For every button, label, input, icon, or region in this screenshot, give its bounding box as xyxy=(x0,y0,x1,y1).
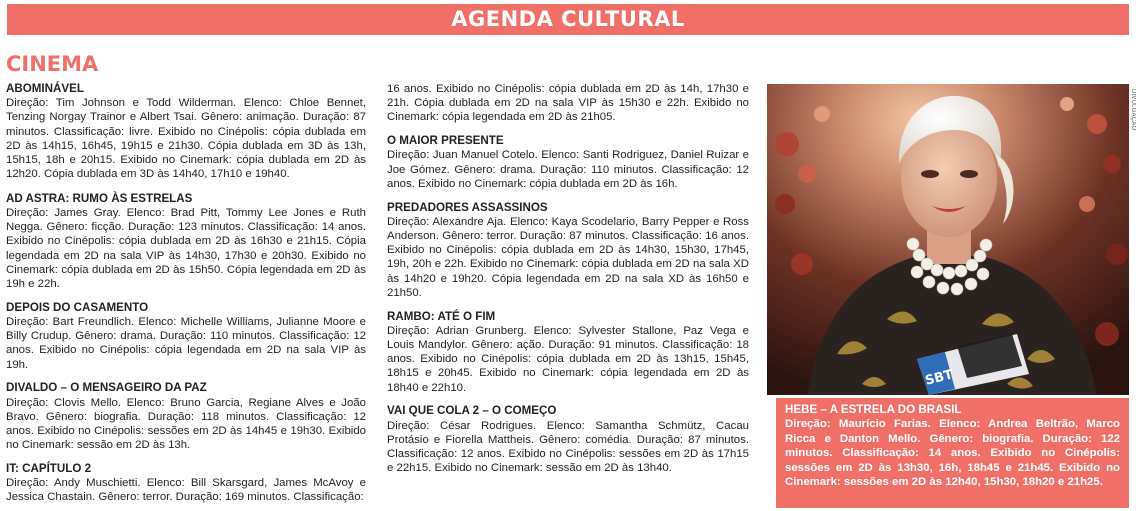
listing-column-2 xyxy=(387,82,749,485)
movie-entry xyxy=(6,82,366,181)
movie-title: IT: CAPÍTULO 2 xyxy=(6,462,92,476)
movie-title: RAMBO: ATÉ O FIM xyxy=(387,309,496,323)
feature-photo-illustration xyxy=(767,84,1129,395)
listing-column-1 xyxy=(6,82,366,511)
movie-entry xyxy=(6,301,366,372)
movie-title: AD ASTRA: RUMO ÀS ESTRELAS xyxy=(6,191,193,205)
feature-title: HEBE – A ESTRELA DO BRASIL xyxy=(785,403,962,416)
movie-entry xyxy=(6,192,366,291)
movie-title: DIVALDO – O MENSAGEIRO DA PAZ xyxy=(6,381,207,395)
movie-entry xyxy=(6,462,366,505)
photo-credit-text: DIVULGAÇÃO xyxy=(1130,89,1136,131)
movie-title: PREDADORES ASSASSINOS xyxy=(387,200,548,214)
movie-details: 16 anos. Exibido no Cinépolis: cópia dublada em 2D às 14h, 17h30 e 21h. Cópia dublada em 2D na sala VIP às 15h30 e 22h. Exibido no Cinemark: cópia legendada em 2D às 21h05. xyxy=(387,83,749,124)
movie-entry xyxy=(6,381,366,452)
page-banner: AGENDA CULTURAL xyxy=(7,4,1129,35)
movie-entry xyxy=(387,134,749,191)
feature-caption-box xyxy=(776,398,1129,508)
mic-flag-label: SBT xyxy=(923,367,955,389)
movie-entry xyxy=(387,310,749,395)
movie-title: DEPOIS DO CASAMENTO xyxy=(6,300,149,314)
movie-entry xyxy=(387,404,749,475)
movie-title: ABOMINÁVEL xyxy=(6,82,84,95)
feature-photo xyxy=(767,84,1129,395)
movie-details: Direção: Tim Johnson e Todd Wilderman. Elenco: Chloe Bennet, Tenzing Norgay Trainor e Albert Tsai. Gênero: animação. Duração: 87 minutos. Classificação: livre. Exibido no Cinépolis: cópia dublada em 2D às 14h15, 16h45, 19h15 e 21h30. Cópia dublada em 3D às 13h, 15h15, 18h e 20h15. Exibido no Cinemark: cópia dublada em 2D às 12h20. Cópia dublada em 3D às 14h40, 17h10 e 19h40. xyxy=(6,97,366,181)
movie-title: VAI QUE COLA 2 – O COMEÇO xyxy=(387,404,557,418)
movie-details: Direção: James Gray. Elenco: Brad Pitt, Tommy Lee Jones e Ruth Negga. Gênero: ficção. Duração: 123 minutos. Classificação: 14 anos. Exibido no Cinépolis: cópia dublada em 2D às 16h30 e 21h15. Cópia legendada em 2D na sala VIP às 14h30, 17h30 e 20h30. Exibido no Cinemark: cópia dublada em 2D às 15h50. Cópia legendada em 2D às 19h e 22h. xyxy=(6,207,366,291)
movie-details: Direção: César Rodrigues. Elenco: Samantha Schmütz, Cacau Protásio e Fiorella Mattheis. Gênero: comédia. Duração: 87 minutos. Classificação: 12 anos. Exibido no Cinépolis: sessões em 2D às 17h15 e 22h15. Exibido no Cinemark: sessão em 2D às 13h40. xyxy=(387,419,749,475)
photo-credit xyxy=(1128,91,1136,141)
section-title-cinema: CINEMA xyxy=(6,52,99,76)
movie-entry-continued xyxy=(387,82,749,125)
movie-details: Direção: Adrian Grunberg. Elenco: Sylvester Stallone, Paz Vega e Louis Mandylor. Gênero: ação. Duração: 91 minutos. Classificação: 18 anos. Exibido no Cinépolis: cópia dublada em 2D às 13h15, 15h45, 18h15 e 20h45. Exibido no Cinemark: cópia legendada em 2D às 18h40 e 22h10. xyxy=(387,324,749,394)
movie-details: Direção: Bart Freundlich. Elenco: Michelle Williams, Julianne Moore e Billy Crudup. Gênero: drama. Duração: 110 minutos. Classificação: 12 anos. Exibido no Cinépolis: cópia legendada em 2D na sala VIP às 19h. xyxy=(6,316,366,371)
movie-details: Direção: Juan Manuel Cotelo. Elenco: Santi Rodriguez, Daniel Ruizar e Joe Gómez. Gênero: drama. Duração: 110 minutos. Classificação: 12 anos. Exibido no Cinemark: cópia dublada em 2D às 16h. xyxy=(387,149,749,190)
movie-details: Direção: Andy Muschietti. Elenco: Bill Skarsgard, James McAvoy e Jessica Chastain. Gênero: terror. Duração: 169 minutos. Classificação: xyxy=(6,477,366,504)
movie-title: O MAIOR PRESENTE xyxy=(387,134,504,148)
movie-details: Direção: Alexandre Aja. Elenco: Kaya Scodelario, Barry Pepper e Ross Anderson. Gênero: terror. Duração: 87 minutos. Classificação: 16 anos. Exibido no Cinépolis: cópia dublada em 2D às 14h30, 15h30, 17h45, 19h, 20h e 22h. Exibido no Cinemark: cópia dublada em 2D na sala XD às 14h20 e 19h20. Cópia legendada em 2D na sala XD às 16h50 e 21h50. xyxy=(387,215,749,299)
movie-entry xyxy=(387,201,749,300)
feature-details: Direção: Maurício Farias. Elenco: Andrea Beltrão, Marco Ricca e Danton Mello. Gênero: biografia. Duração: 122 minutos. Classificação: 14 anos. Exibido no Cinépolis: sessões em 2D às 13h30, 16h, 18h45 e 21h45. Exibido no Cinemark: sessões em 2D às 12h40, 15h30, 18h20 e 21h25. xyxy=(785,418,1120,489)
movie-details: Direção: Clovis Mello. Elenco: Bruno Garcia, Regiane Alves e João Bravo. Gênero: biografia. Duração: 118 minutos. Classificação: 12 anos. Exibido no Cinépolis: sessões em 2D às 14h45 e 19h30. Exibido no Cinemark: sessão em 2D às 13h. xyxy=(6,396,366,452)
